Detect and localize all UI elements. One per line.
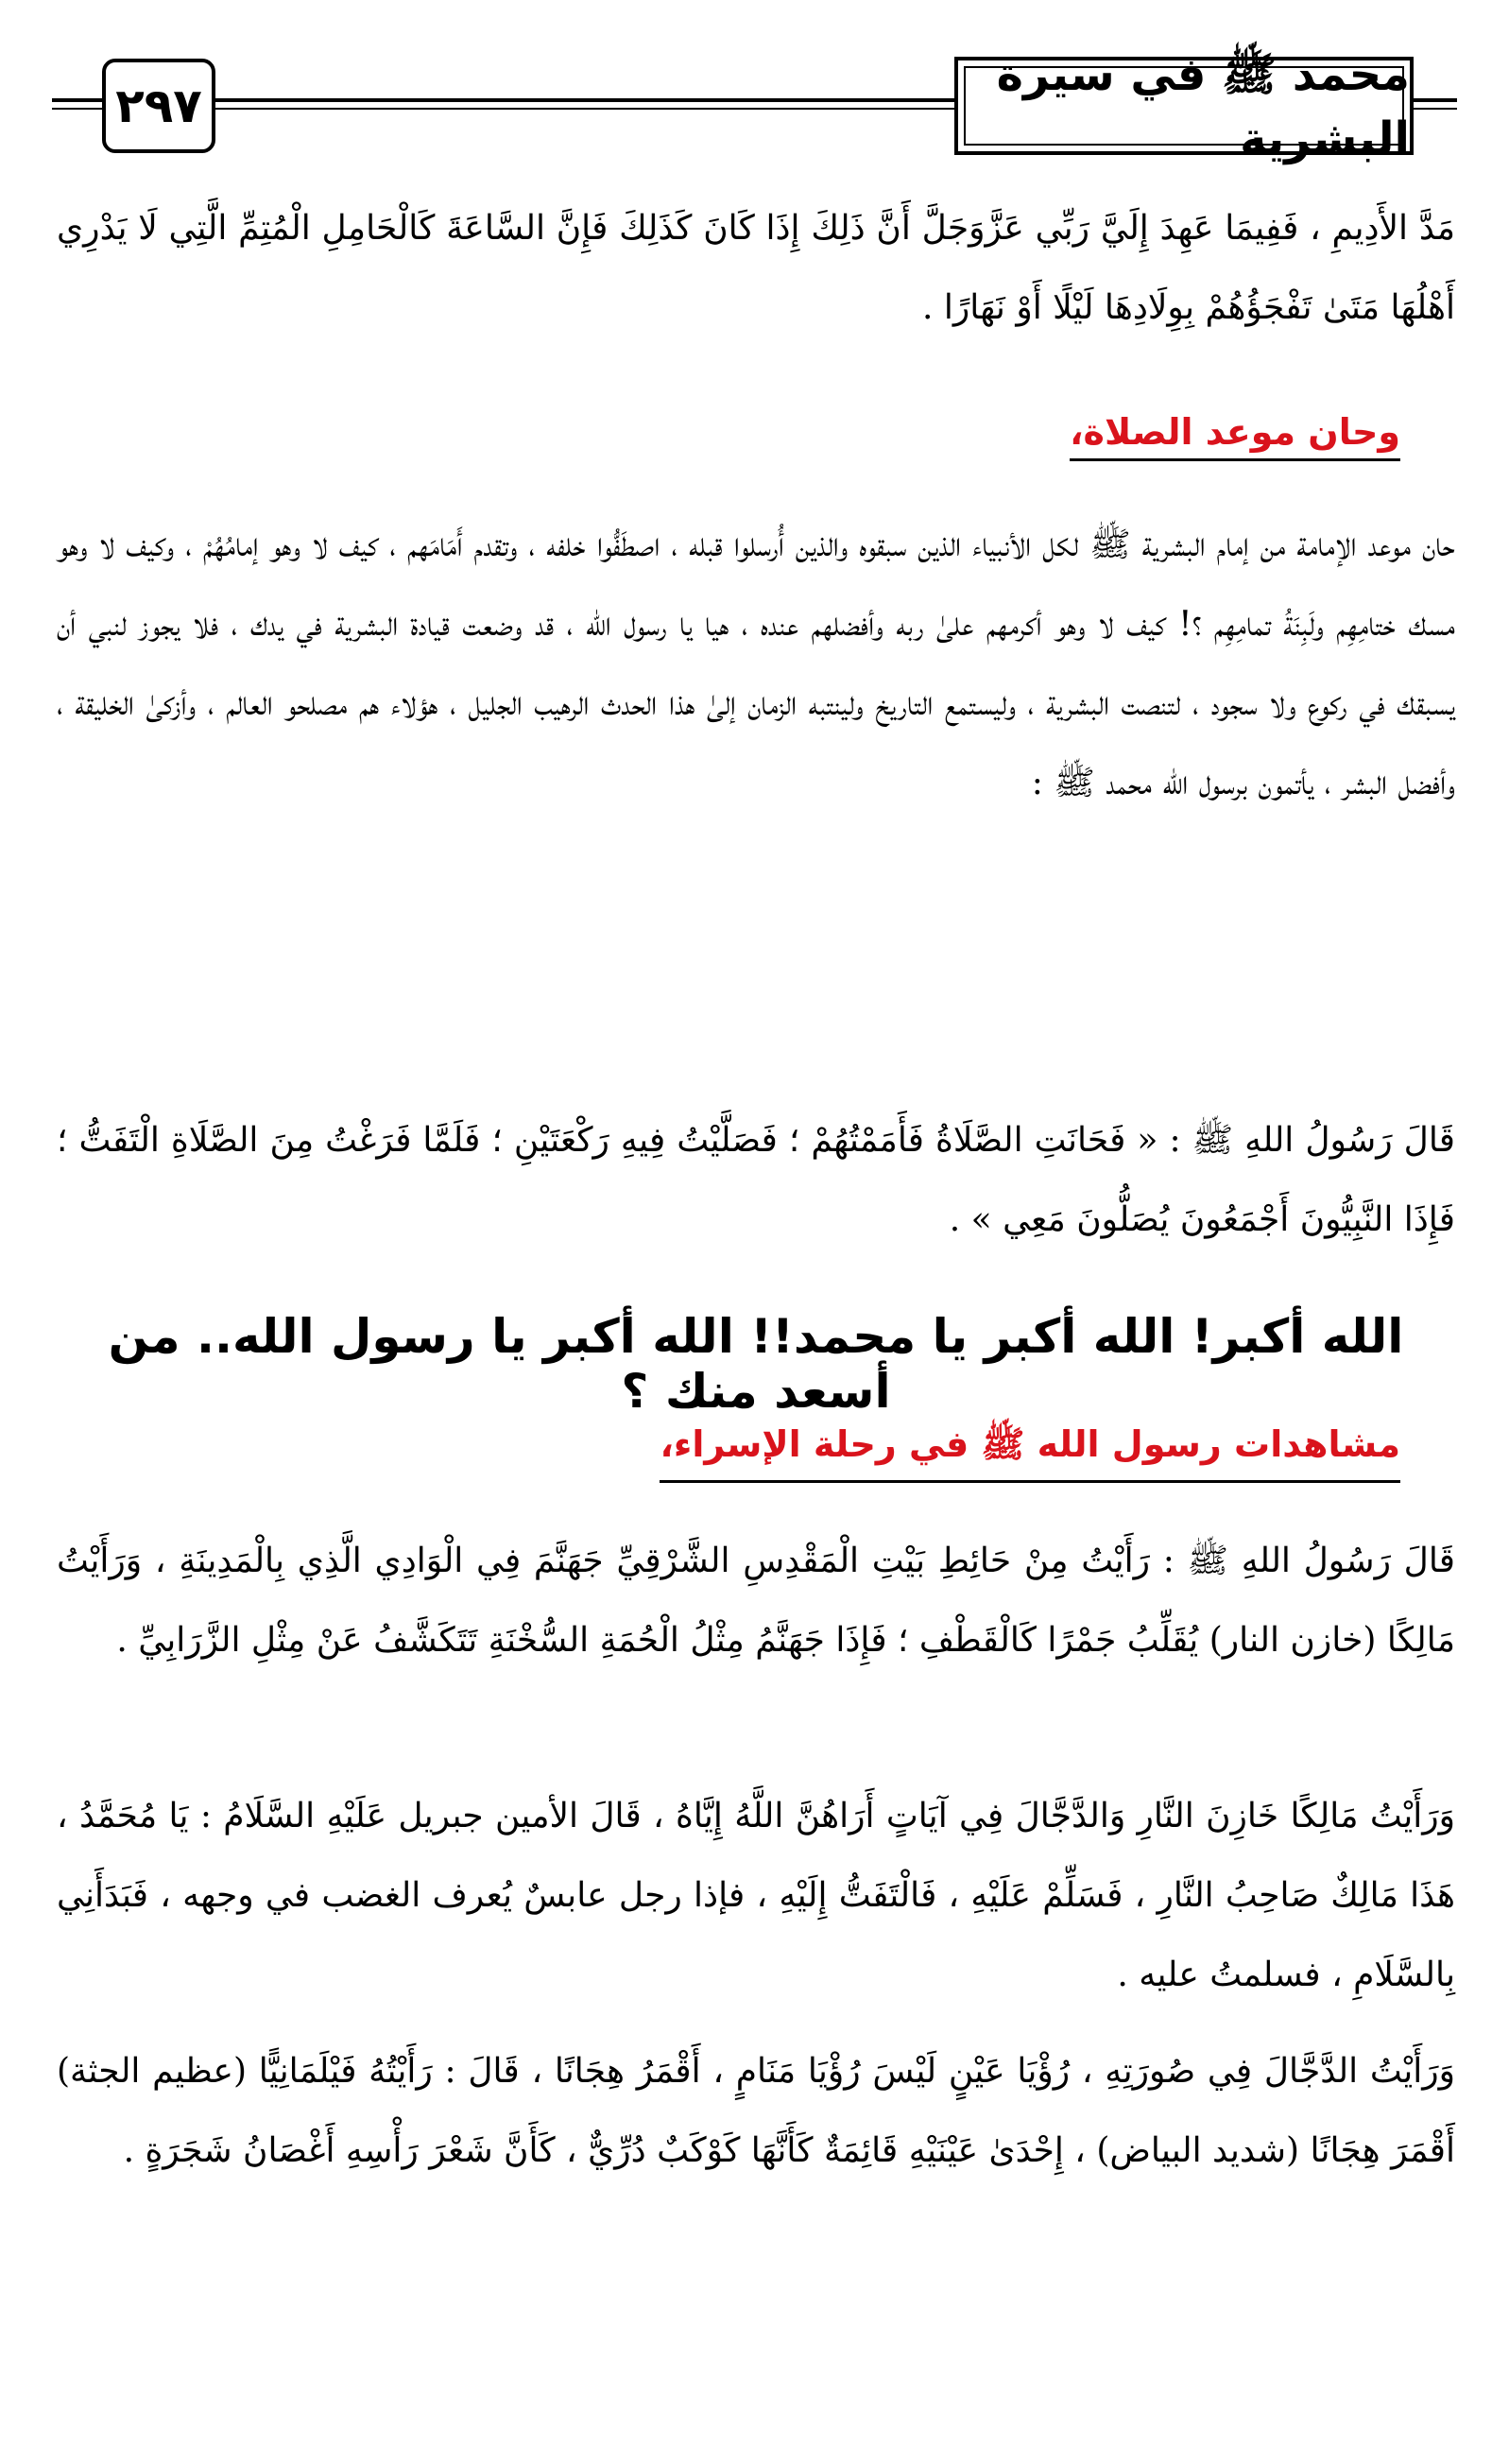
paragraph-2	[57, 506, 1455, 823]
page-number: ٢٩٧	[115, 78, 202, 133]
paragraph-3	[57, 1101, 1455, 1260]
section-heading-prayer: وحان موعد الصلاة،	[1070, 411, 1400, 461]
page-number-frame	[102, 59, 215, 153]
section-heading-isra: مشاهدات رسول الله ﷺ في رحلة الإسراء،	[660, 1422, 1400, 1483]
book-title-frame	[954, 47, 1414, 165]
banner-exclamation: الله أكبر! الله أكبر يا محمد!! الله أكبر يا رسول الله.. من أسعد منك ؟	[108, 1309, 1404, 1419]
paragraph-5	[57, 1777, 1455, 2015]
paragraph-2-text: حان موعد الإمامة من إمام البشرية ﷺ لكل الأنبياء الذين سبقوه والذين أُرسلوا قبله ، اصطَفُّوا خلفه ، وتقدم أَمَامَهم ، كيف لا وهو إمامُهُمْ ، وكيف لا وهو مسك ختامِهِم ولَبِنَةُ تمامِهِم ؟! كيف لا وهو أكرمهم علىٰ ربه وأفضلهم عنده ، هيا يا رسول الله ، قد وضعت قيادة البشرية في يدك ، فلا يجوز لنبي أن يسبقك في ركوع ولا سجود ، لتنصت البشرية ، وليستمع التاريخ ولينتبه الزمان إلىٰ هذا الحدث الرهيب الجليل ، هؤلاء هم مصلحو العالم ، وأزكىٰ الخليقة ، وأفضل البشر ، يأتمون برسول الله محمد ﷺ :	[57, 526, 1455, 802]
paragraph-4	[57, 1522, 1455, 1680]
paragraph-4-text: قَالَ رَسُولُ اللهِ ﷺ : رَأَيْتُ مِنْ حَائِطِ بَيْتِ الْمَقْدِسِ الشَّرْقِيِّ جَهَنَّمَ فِي الْوَادِي الَّذِي بِالْمَدِينَةِ ، وَرَأَيْتُ مَالِكًا (خازن النار) يُقَلِّبُ جَمْرًا كَالْقَطْفِ ؛ فَإِذَا جَهَنَّمُ مِثْلُ الْحُمَةِ السُّخْنَةِ تَتَكَشَّفُ عَنْ مِثْلِ الزَّرَابِيِّ .	[57, 1542, 1455, 1660]
book-title: محمد ﷺ في سيرة البشرية	[996, 47, 1410, 165]
paragraph-1-text: مَدَّ الأَدِيمِ ، فَفِيمَا عَهِدَ إِلَيَّ رَبِّي عَزَّوَجَلَّ أَنَّ ذَلِكَ إِذَا كَانَ كَذَلِكَ فَإِنَّ السَّاعَةَ كَالْحَامِلِ الْمُتِمِّ الَّتِي لَا يَدْرِي أَهْلُهَا مَتَىٰ تَفْجَؤُهُمْ بِوِلَادِهَا لَيْلًا أَوْ نَهَارًا .	[57, 209, 1455, 327]
paragraph-3-text: قَالَ رَسُولُ اللهِ ﷺ : « فَحَانَتِ الصَّلَاةُ فَأَمَمْتُهُمْ ؛ فَصَلَّيْتُ فِيهِ رَكْعَتَيْنِ ؛ فَلَمَّا فَرَغْتُ مِنَ الصَّلَاةِ الْتَفَتُّ ؛ فَإِذَا النَّبِيُّونَ أَجْمَعُونَ يُصَلُّونَ مَعِي » .	[57, 1121, 1455, 1239]
paragraph-6-text: وَرَأَيْتُ الدَّجَّالَ فِي صُورَتِهِ ، رُؤْيَا عَيْنٍ لَيْسَ رُؤْيَا مَنَامٍ ، أَقْمَرُ هِجَانًا ، قَالَ : رَأَيْتُهُ فَيْلَمَانِيًّا (عظيم الجثة) أَقْمَرَ هِجَانًا (شديد البياض) ، إِحْدَىٰ عَيْنَيْهِ قَائِمَةٌ كَأَنَّهَا كَوْكَبٌ دُرِّيٌّ ، كَأَنَّ شَعْرَ رَأْسِهِ أَغْصَانُ شَجَرَةٍ .	[57, 2052, 1455, 2170]
paragraph-1	[57, 189, 1455, 348]
paragraph-5-text: وَرَأَيْتُ مَالِكًا خَازِنَ النَّارِ وَالدَّجَّالَ فِي آيَاتٍ أَرَاهُنَّ اللَّهُ إِيَّاهُ ، قَالَ الأمين جبريل عَلَيْهِ السَّلَامُ : يَا مُحَمَّدُ ، هَذَا مَالِكٌ صَاحِبُ النَّارِ ، فَسَلِّمْ عَلَيْهِ ، فَالْتَفَتُّ إِلَيْهِ ، فإذا رجل عابسٌ يُعرف الغضب في وجهه ، فَبَدَأَنِي بِالسَّلَامِ ، فسلمتُ عليه .	[57, 1797, 1455, 1994]
paragraph-6	[57, 2032, 1455, 2191]
